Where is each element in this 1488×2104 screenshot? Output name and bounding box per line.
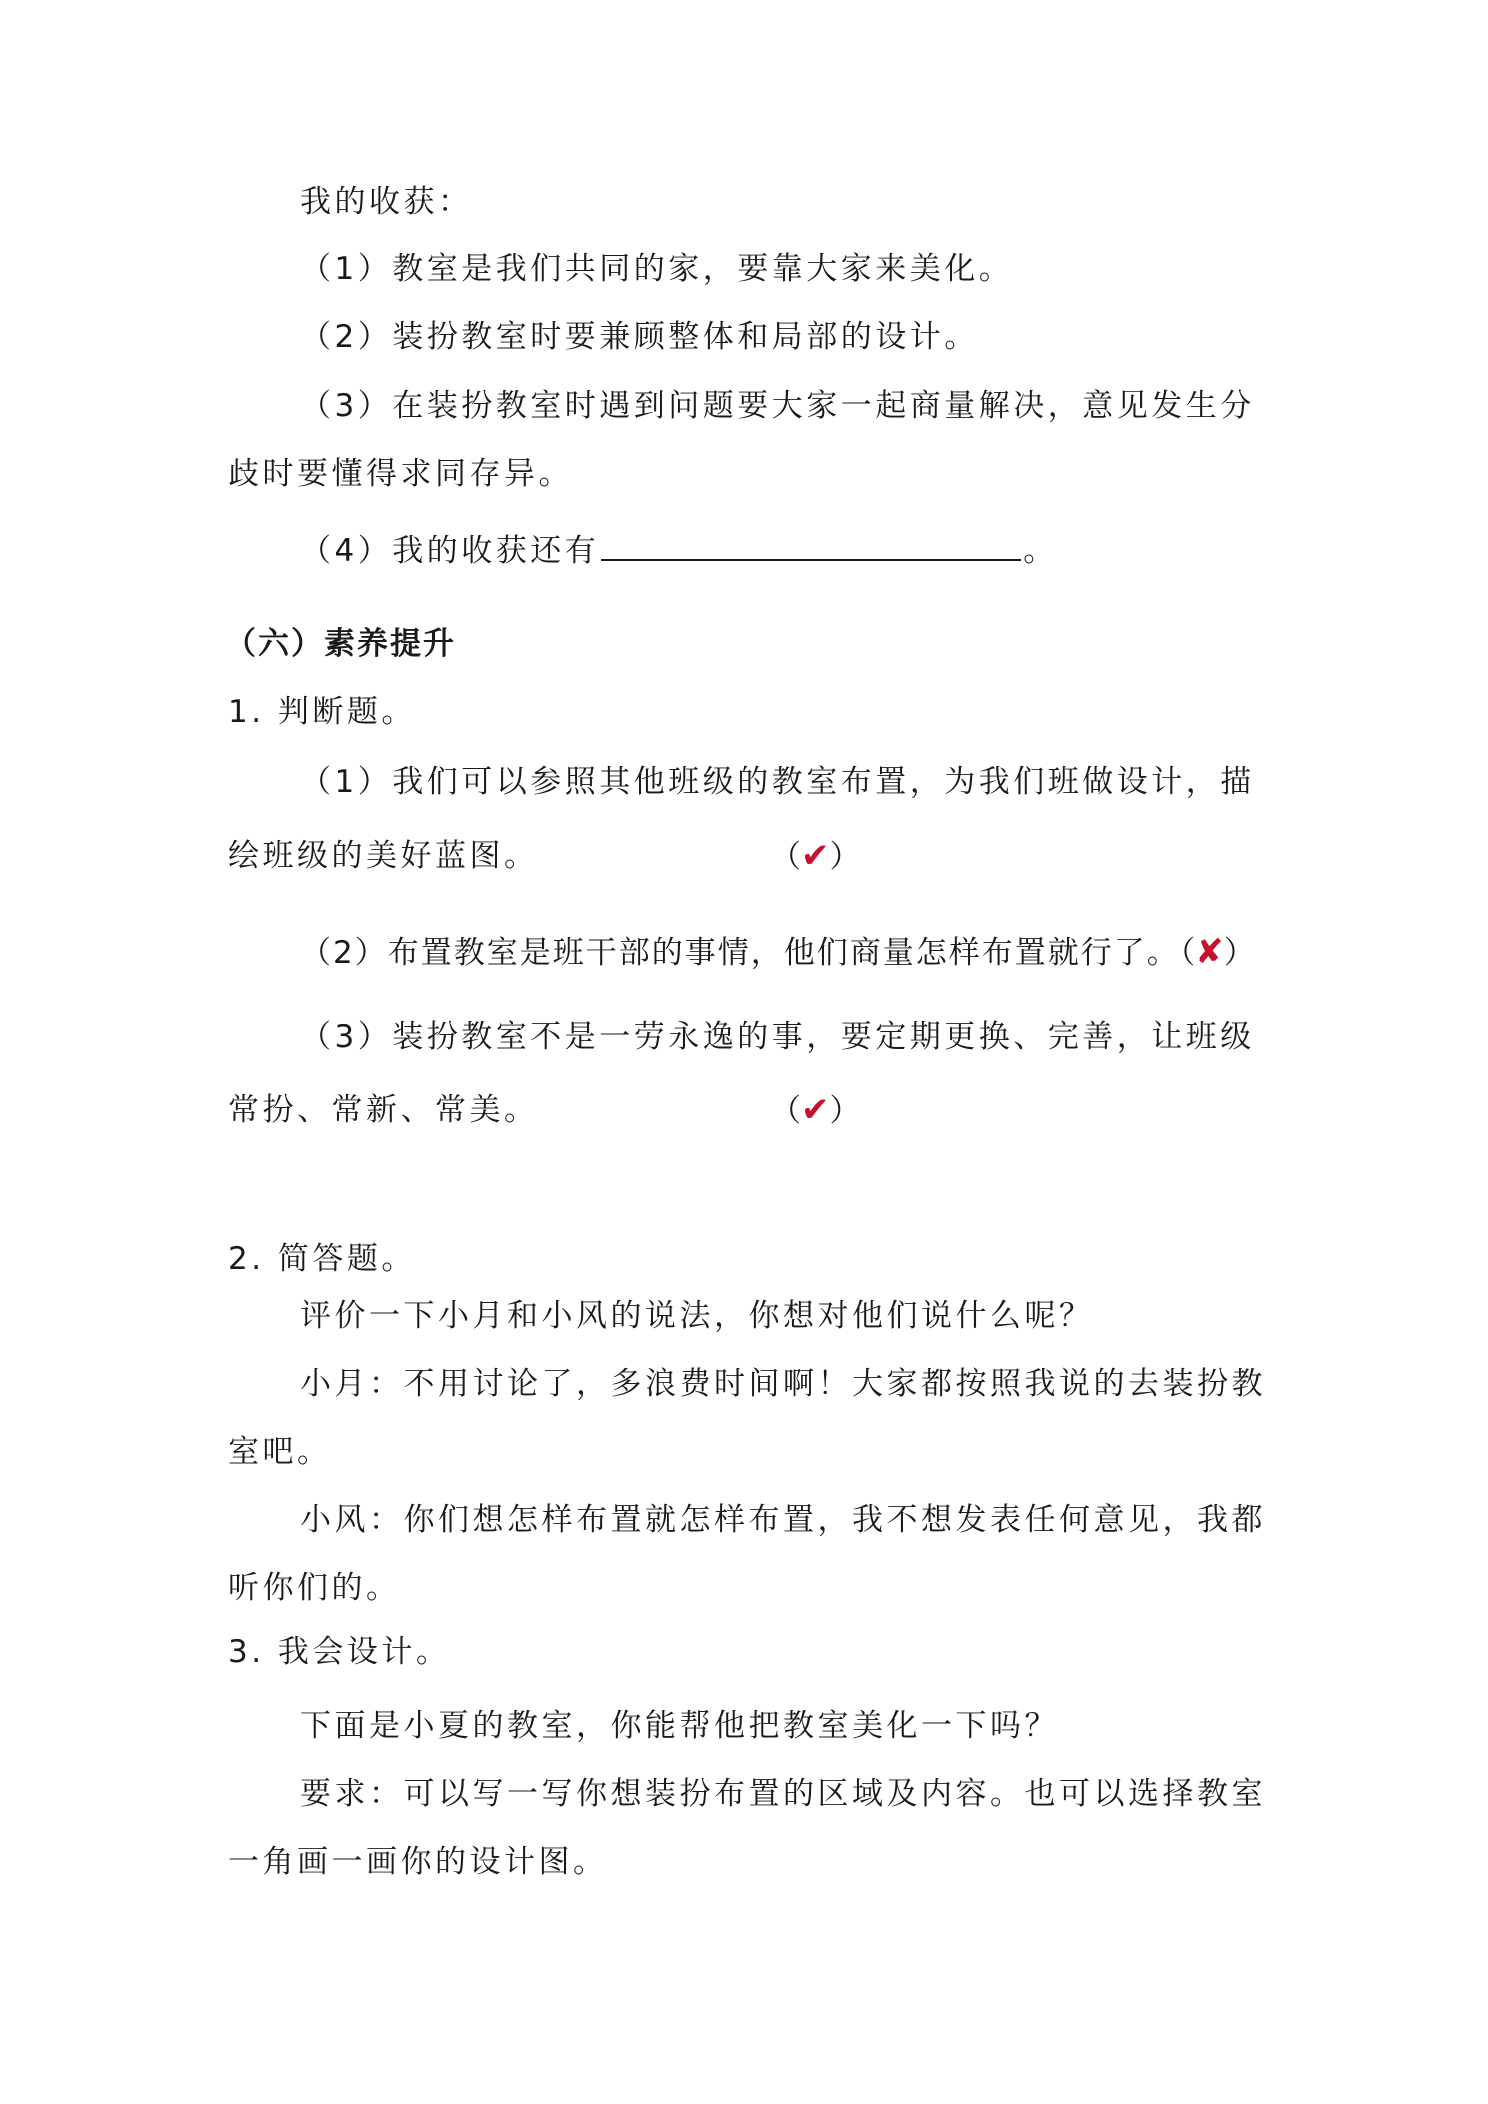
q3-requirement-line-2: 一角画一画你的设计图。 (228, 1844, 608, 1880)
answer-paren-close: ） (829, 1093, 861, 1129)
answer-paren-close: ） (1223, 935, 1255, 971)
answer-paren-close: ） (829, 839, 861, 875)
q1-statement-1-line-1: （1）我们可以参照其他班级的教室布置，为我们班做设计，描 (300, 764, 1255, 800)
harvest-item-3-line-2: 歧时要懂得求同存异。 (228, 456, 573, 492)
harvest-item-3-line-1: （3）在装扮教室时遇到问题要大家一起商量解决，意见发生分 (300, 388, 1255, 424)
q3-requirement-line-1: 要求：可以写一写你想装扮布置的区域及内容。也可以选择教室 (300, 1776, 1266, 1812)
q2-xiaofeng-line-1: 小风：你们想怎样布置就怎样布置，我不想发表任何意见，我都 (300, 1502, 1266, 1538)
q2-xiaoyue-line-2: 室吧。 (228, 1434, 332, 1470)
q2-prompt: 评价一下小月和小风的说法，你想对他们说什么呢？ (300, 1298, 1094, 1334)
answer-blank[interactable] (601, 525, 1021, 561)
q1-answer-1 (770, 834, 861, 879)
answer-paren-open: （ (1179, 935, 1196, 971)
answer-paren-open: （ (770, 839, 801, 875)
check-mark-icon: ✔ (801, 836, 830, 876)
q3-prompt: 下面是小夏的教室，你能帮他把教室美化一下吗？ (300, 1708, 1059, 1744)
harvest-item-4-suffix: 。 (1023, 533, 1058, 569)
check-mark-icon: ✔ (801, 1090, 830, 1130)
q1-statement-3-line-1: （3）装扮教室不是一劳永逸的事，要定期更换、完善，让班级 (300, 1019, 1255, 1055)
cross-mark-icon: ✘ (1195, 932, 1224, 972)
q1-statement-2-text: （2）布置教室是班干部的事情，他们商量怎样布置就行了。 (300, 935, 1180, 971)
harvest-item-4 (300, 525, 1058, 573)
q2-xiaoyue-line-1: 小月：不用讨论了，多浪费时间啊！大家都按照我说的去装扮教 (300, 1366, 1266, 1402)
q3-title: 3. 我会设计。 (228, 1634, 451, 1670)
harvest-item-2: （2）装扮教室时要兼顾整体和局部的设计。 (300, 319, 979, 355)
q2-xiaofeng-line-2: 听你们的。 (228, 1570, 401, 1606)
q1-statement-3-line-2: 常扮、常新、常美。 (228, 1092, 539, 1128)
q1-statement-2 (300, 930, 1255, 975)
harvest-title: 我的收获： (300, 184, 473, 220)
section-six-title: （六）素养提升 (225, 626, 456, 662)
q1-title: 1. 判断题。 (228, 694, 416, 730)
answer-paren-open: （ (770, 1093, 801, 1129)
harvest-item-1: （1）教室是我们共同的家，要靠大家来美化。 (300, 251, 1014, 287)
q1-answer-3 (770, 1088, 861, 1133)
harvest-item-4-prefix: （4）我的收获还有 (300, 533, 600, 569)
q1-statement-1-line-2: 绘班级的美好蓝图。 (228, 838, 539, 874)
q2-title: 2. 简答题。 (228, 1241, 416, 1277)
